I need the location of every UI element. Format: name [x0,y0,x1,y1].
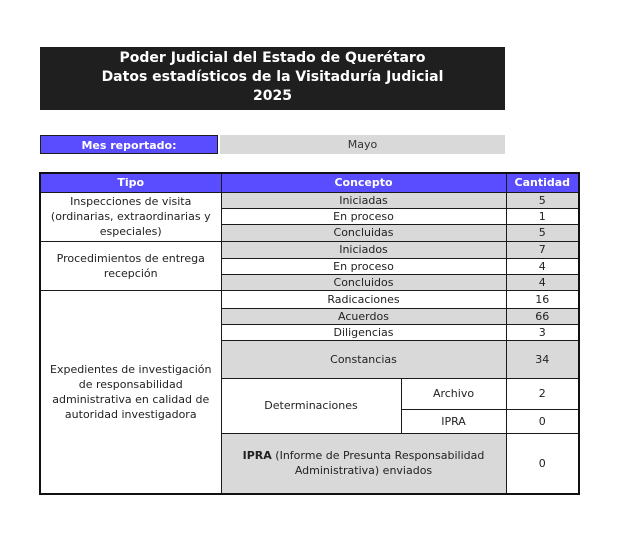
cantidad-cell: 7 [506,241,579,258]
report-header [40,47,505,110]
cantidad-cell: 3 [506,324,579,340]
concepto-cell: Radicaciones [221,290,506,308]
header-title: Poder Judicial del Estado de Querétaro [119,50,426,66]
concepto-cell: En proceso [221,208,506,224]
ipra-description: (Informe de Presunta Responsabilidad Administrativa) enviados [271,449,485,478]
cantidad-cell: 34 [506,340,579,378]
cantidad-cell: 66 [506,308,579,324]
cantidad-cell: 4 [506,274,579,290]
concepto-cell: Constancias [221,340,506,378]
header-subtitle: Datos estadísticos de la Visitaduría Judicial [101,69,444,85]
table-row [40,290,579,308]
stats-table [39,172,580,495]
concepto-cell: En proceso [221,258,506,274]
cantidad-cell: 16 [506,290,579,308]
concepto-cell: Concluidas [221,224,506,241]
table-row [40,192,579,208]
concepto-cell: IPRA [401,409,506,433]
month-value: Mayo [220,135,505,154]
tipo-procedimientos: Procedimientos de entrega recepción [40,241,221,290]
concepto-cell: Iniciadas [221,192,506,208]
cantidad-cell: 0 [506,433,579,494]
concepto-cell: Concluidos [221,274,506,290]
header-year: 2025 [253,88,292,104]
concepto-cell: Archivo [401,378,506,409]
concepto-cell: Acuerdos [221,308,506,324]
concepto-cell: Iniciados [221,241,506,258]
cantidad-cell: 1 [506,208,579,224]
cantidad-cell: 0 [506,409,579,433]
column-header-concepto: Concepto [221,173,506,192]
concepto-cell: Diligencias [221,324,506,340]
cantidad-cell: 5 [506,224,579,241]
tipo-expedientes: Expedientes de investigación de responsabilidad administrativa en calidad de autoridad investigadora [40,290,221,494]
column-header-tipo: Tipo [40,173,221,192]
table-header-row [40,173,579,192]
ipra-concepto-cell [221,433,506,494]
tipo-inspecciones: Inspecciones de visita (ordinarias, extraordinarias y especiales) [40,192,221,241]
month-label: Mes reportado: [40,135,218,154]
cantidad-cell: 4 [506,258,579,274]
cantidad-cell: 5 [506,192,579,208]
cantidad-cell: 2 [506,378,579,409]
determinaciones-label: Determinaciones [221,378,401,433]
table-row [40,241,579,258]
ipra-bold-label: IPRA [242,449,272,463]
column-header-cantidad: Cantidad [506,173,579,192]
